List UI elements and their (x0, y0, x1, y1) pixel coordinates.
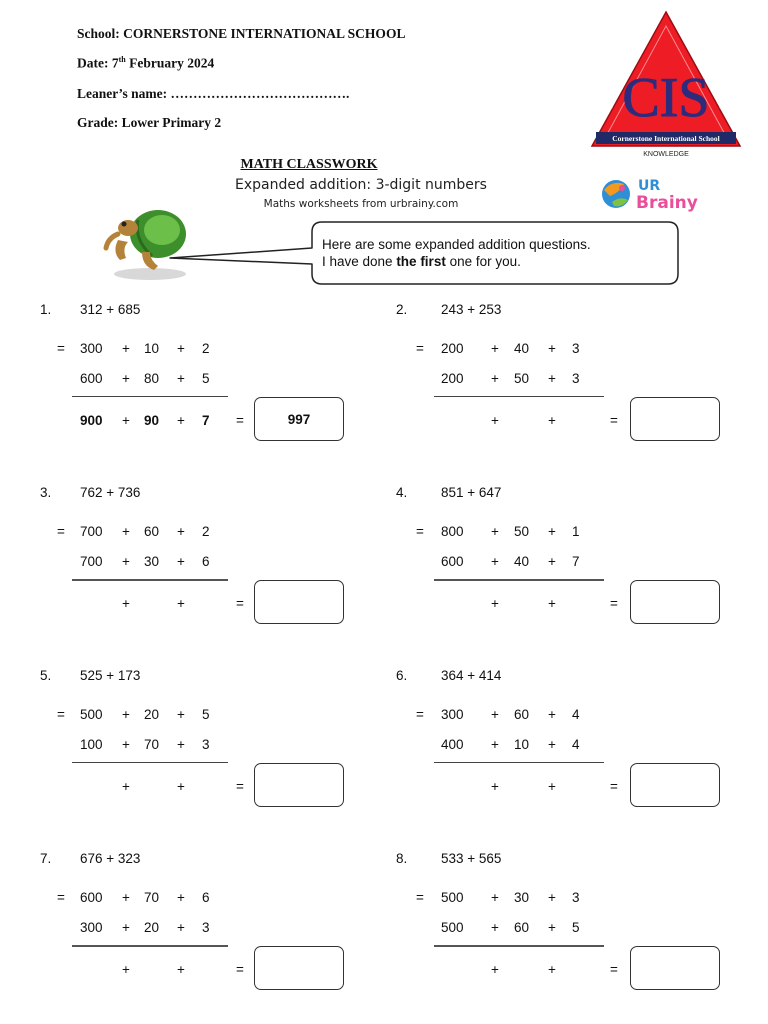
plus-sign: + (122, 413, 130, 428)
row1-hundreds: 500 (80, 707, 103, 722)
row2-tens: 40 (514, 554, 530, 569)
plus-sign: + (177, 413, 185, 428)
plus-sign: + (177, 596, 185, 611)
row2-tens: 50 (514, 371, 530, 386)
addition-rule (434, 945, 604, 947)
row2-hundreds: 600 (80, 371, 103, 386)
logo-motto: KNOWLEDGE (643, 151, 689, 158)
plus-sign: + (548, 890, 556, 905)
question-number: 6. (396, 668, 408, 683)
row1-ones: 1 (572, 524, 580, 539)
plus-sign: + (122, 920, 130, 935)
plus-sign: + (491, 962, 499, 977)
plus-sign: + (122, 890, 130, 905)
row1-ones: 2 (202, 341, 210, 356)
plus-sign: + (548, 413, 556, 428)
plus-sign: + (177, 371, 185, 386)
plus-sign: + (122, 707, 130, 722)
plus-sign: + (491, 341, 499, 356)
question-number: 7. (40, 851, 52, 866)
row2-hundreds: 600 (441, 554, 464, 569)
bubble-text: Here are some expanded addition questions. I have done the first one for you. (322, 237, 591, 269)
question-number: 4. (396, 485, 408, 500)
question-5 (40, 666, 400, 826)
row1-hundreds: 600 (80, 890, 103, 905)
row1-hundreds: 200 (441, 341, 464, 356)
plus-sign: + (122, 341, 130, 356)
equals-sign: = (610, 779, 618, 794)
equals-sign: = (57, 524, 65, 539)
row1-tens: 20 (144, 707, 160, 722)
answer-box[interactable] (254, 763, 344, 807)
row2-tens: 60 (514, 920, 530, 935)
question-8 (396, 849, 756, 1009)
row2-ones: 5 (202, 371, 210, 386)
equals-sign: = (416, 341, 424, 356)
answer-box[interactable] (630, 397, 720, 441)
plus-sign: + (491, 554, 499, 569)
plus-sign: + (491, 413, 499, 428)
row1-ones: 3 (572, 890, 580, 905)
answer-box[interactable] (254, 580, 344, 624)
addition-rule (434, 762, 604, 763)
equals-sign: = (610, 962, 618, 977)
row2-tens: 20 (144, 920, 160, 935)
plus-sign: + (122, 962, 130, 977)
plus-sign: + (177, 707, 185, 722)
equals-sign: = (416, 890, 424, 905)
plus-sign: + (491, 371, 499, 386)
row1-hundreds: 800 (441, 524, 464, 539)
question-expression: 762 + 736 (80, 485, 141, 500)
question-expression: 676 + 323 (80, 851, 141, 866)
question-expression: 312 + 685 (80, 302, 141, 317)
plus-sign: + (491, 890, 499, 905)
plus-sign: + (177, 341, 185, 356)
school-name: School: CORNERSTONE INTERNATIONAL SCHOOL (77, 26, 406, 41)
row1-hundreds: 300 (80, 341, 103, 356)
plus-sign: + (491, 779, 499, 794)
question-3 (40, 483, 400, 643)
row1-ones: 5 (202, 707, 210, 722)
worksheet-title: MATH CLASSWORK (240, 157, 378, 172)
question-6 (396, 666, 756, 826)
equals-sign: = (236, 413, 244, 428)
equals-sign: = (57, 341, 65, 356)
row1-ones: 4 (572, 707, 580, 722)
row2-hundreds: 300 (80, 920, 103, 935)
question-expression: 851 + 647 (441, 485, 502, 500)
grade-line: Grade: Lower Primary 2 (77, 115, 222, 130)
plus-sign: + (548, 962, 556, 977)
plus-sign: + (122, 779, 130, 794)
urbrainy-logo (598, 174, 720, 214)
question-2 (396, 300, 756, 460)
plus-sign: + (177, 920, 185, 935)
answer-box[interactable] (630, 946, 720, 990)
plus-sign: + (122, 596, 130, 611)
plus-sign: + (491, 920, 499, 935)
row2-tens: 80 (144, 371, 160, 386)
row2-hundreds: 400 (441, 737, 464, 752)
plus-sign: + (122, 737, 130, 752)
equals-sign: = (57, 890, 65, 905)
row1-tens: 10 (144, 341, 160, 356)
result-tens: 90 (144, 413, 160, 428)
plus-sign: + (177, 890, 185, 905)
worksheet-source: Maths worksheets from urbrainy.com (263, 198, 459, 210)
logo-banner: Cornerstone International School (612, 134, 720, 143)
row1-tens: 40 (514, 341, 530, 356)
addition-rule (434, 579, 604, 581)
row2-tens: 10 (514, 737, 530, 752)
answer-box[interactable]: 997 (254, 397, 344, 441)
question-expression: 533 + 565 (441, 851, 502, 866)
plus-sign: + (491, 737, 499, 752)
row2-hundreds: 700 (80, 554, 103, 569)
question-number: 5. (40, 668, 52, 683)
row1-tens: 70 (144, 890, 160, 905)
question-number: 3. (40, 485, 52, 500)
school-logo (588, 8, 744, 160)
brand-brainy: Brainy (636, 193, 698, 213)
answer-box[interactable] (630, 580, 720, 624)
row2-ones: 7 (572, 554, 580, 569)
addition-rule (434, 396, 604, 397)
plus-sign: + (122, 371, 130, 386)
row1-tens: 60 (514, 707, 530, 722)
plus-sign: + (177, 554, 185, 569)
plus-sign: + (548, 920, 556, 935)
plus-sign: + (177, 962, 185, 977)
question-number: 2. (396, 302, 408, 317)
plus-sign: + (122, 554, 130, 569)
question-expression: 364 + 414 (441, 668, 502, 683)
question-expression: 243 + 253 (441, 302, 502, 317)
row2-hundreds: 100 (80, 737, 103, 752)
question-number: 8. (396, 851, 408, 866)
row1-tens: 60 (144, 524, 160, 539)
plus-sign: + (177, 779, 185, 794)
row1-ones: 3 (572, 341, 580, 356)
plus-sign: + (548, 554, 556, 569)
question-7 (40, 849, 400, 1009)
equals-sign: = (236, 779, 244, 794)
brand-ur: UR (638, 178, 661, 194)
row2-tens: 70 (144, 737, 160, 752)
plus-sign: + (548, 371, 556, 386)
plus-sign: + (548, 779, 556, 794)
plus-sign: + (548, 596, 556, 611)
row2-hundreds: 500 (441, 920, 464, 935)
plus-sign: + (122, 524, 130, 539)
plus-sign: + (491, 524, 499, 539)
question-number: 1. (40, 302, 52, 317)
row1-hundreds: 700 (80, 524, 103, 539)
learner-name-field: Leaner’s name: …………………………………. (77, 86, 350, 101)
row1-ones: 2 (202, 524, 210, 539)
plus-sign: + (548, 341, 556, 356)
plus-sign: + (491, 707, 499, 722)
plus-sign: + (548, 524, 556, 539)
equals-sign: = (610, 413, 618, 428)
addition-rule (72, 579, 228, 581)
row2-hundreds: 200 (441, 371, 464, 386)
plus-sign: + (177, 524, 185, 539)
worksheet-subtitle: Expanded addition: 3-digit numbers (235, 177, 487, 193)
result-hundreds: 900 (80, 413, 103, 428)
plus-sign: + (491, 596, 499, 611)
question-expression: 525 + 173 (80, 668, 141, 683)
row2-tens: 30 (144, 554, 160, 569)
row1-tens: 50 (514, 524, 530, 539)
row2-ones: 3 (572, 371, 580, 386)
plus-sign: + (548, 707, 556, 722)
equals-sign: = (416, 524, 424, 539)
addition-rule (72, 762, 228, 763)
plus-sign: + (548, 737, 556, 752)
question-1 (40, 300, 400, 460)
equals-sign: = (236, 962, 244, 977)
row2-ones: 3 (202, 737, 210, 752)
row2-ones: 3 (202, 920, 210, 935)
result-ones: 7 (202, 413, 210, 428)
row1-tens: 30 (514, 890, 530, 905)
plus-sign: + (177, 737, 185, 752)
answer-box[interactable] (630, 763, 720, 807)
row1-hundreds: 500 (441, 890, 464, 905)
addition-rule (72, 945, 228, 947)
row2-ones: 5 (572, 920, 580, 935)
addition-rule (72, 396, 228, 397)
date-line: Date: 7th February 2024 (77, 55, 215, 71)
row1-hundreds: 300 (441, 707, 464, 722)
equals-sign: = (236, 596, 244, 611)
answer-box[interactable] (254, 946, 344, 990)
equals-sign: = (57, 707, 65, 722)
question-4 (396, 483, 756, 643)
row2-ones: 6 (202, 554, 210, 569)
equals-sign: = (416, 707, 424, 722)
row1-ones: 6 (202, 890, 210, 905)
equals-sign: = (610, 596, 618, 611)
row2-ones: 4 (572, 737, 580, 752)
logo-letters: CIS (622, 67, 710, 129)
